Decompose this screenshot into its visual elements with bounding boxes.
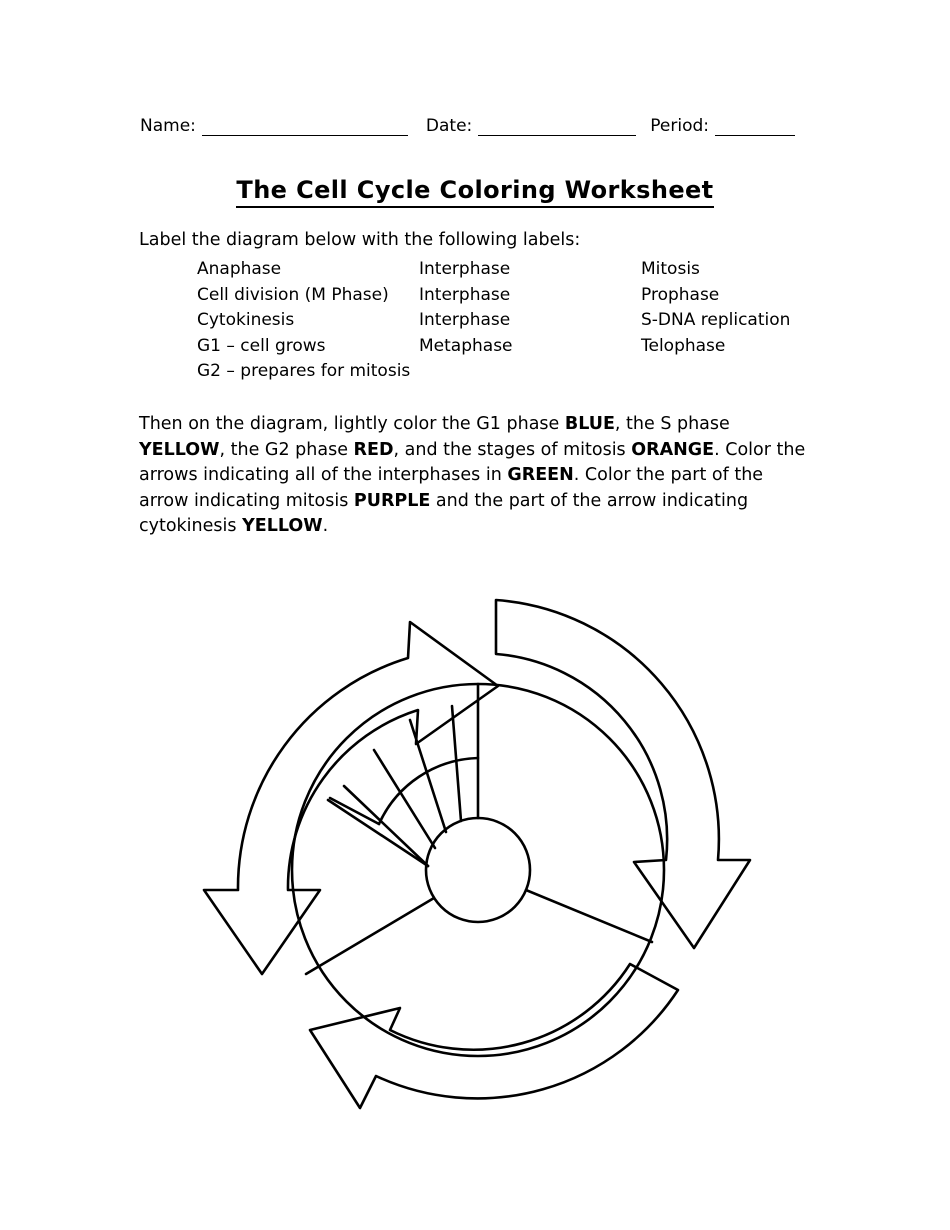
list-item: [197, 359, 837, 385]
color-word-yellow-2: YELLOW: [242, 516, 323, 536]
label-term: Metaphase: [419, 335, 513, 356]
color-word-orange: ORANGE: [631, 439, 715, 460]
date-label: Date:: [425, 116, 473, 136]
sector-divider-2: [306, 898, 434, 974]
page-title-text: The Cell Cycle Coloring Worksheet: [236, 176, 713, 208]
list-item: [197, 308, 837, 334]
page-title: [0, 176, 950, 204]
name-label: Name:: [140, 116, 196, 136]
fan-spoke-3: [374, 750, 435, 848]
instruction-text: Label the diagram below with the following labels:: [139, 230, 581, 250]
mitosis-fan-arc: [379, 758, 478, 824]
color-word-red: RED: [353, 439, 394, 460]
label-term: Cell division (M Phase): [197, 284, 389, 305]
para-text: . Color the arrows indicating all of the interphases in: [139, 439, 806, 485]
fan-lower-boundary: [328, 800, 428, 866]
label-term: [641, 359, 831, 385]
label-term: Telophase: [641, 335, 726, 356]
label-term: Interphase: [419, 259, 511, 279]
label-term: Prophase: [641, 284, 720, 305]
color-word-purple: PURPLE: [353, 490, 431, 511]
sector-divider-3: [526, 890, 652, 942]
color-word-yellow: YELLOW: [139, 439, 220, 460]
para-text: .: [322, 516, 329, 536]
para-text: and the part of the arrow indicating cytokinesis: [139, 490, 749, 536]
list-item: [197, 257, 837, 283]
center-circle: [426, 818, 530, 922]
label-list: [197, 257, 837, 385]
label-term: Anaphase: [197, 259, 282, 279]
period-label: Period:: [650, 116, 710, 136]
label-term: Interphase: [419, 310, 511, 330]
fan-spoke-1: [452, 706, 461, 821]
cell-cycle-svg: [178, 560, 778, 1160]
list-item: [197, 334, 837, 360]
list-item: [197, 283, 837, 309]
period-input[interactable]: [715, 118, 795, 136]
coloring-instructions: [139, 412, 811, 540]
student-info-row: [140, 112, 812, 136]
label-term: S-DNA replication: [641, 310, 791, 330]
para-text: Then on the diagram, lightly color the G1 phase: [139, 414, 565, 434]
label-term: Interphase: [419, 284, 511, 305]
color-word-green: GREEN: [507, 465, 574, 485]
outer-arrow-mitosis: [496, 600, 750, 948]
para-text: , the S phase: [614, 414, 730, 434]
cell-cycle-diagram: [178, 560, 778, 1160]
label-term: G2 – prepares for mitosis: [197, 361, 411, 381]
para-text: , and the stages of mitosis: [393, 439, 632, 460]
color-word-blue: BLUE: [564, 414, 615, 434]
label-term: [419, 359, 641, 385]
label-term: Mitosis: [641, 259, 700, 279]
name-input[interactable]: [202, 118, 408, 136]
outer-arrow-interphase: [204, 622, 498, 974]
para-text: , the G2 phase: [219, 439, 354, 460]
fan-spoke-4: [344, 786, 428, 866]
date-input[interactable]: [478, 118, 636, 136]
label-term: Cytokinesis: [197, 310, 295, 330]
label-term: G1 – cell grows: [197, 335, 326, 356]
para-text: . Color the part of the arrow indicating mitosis: [139, 465, 764, 511]
